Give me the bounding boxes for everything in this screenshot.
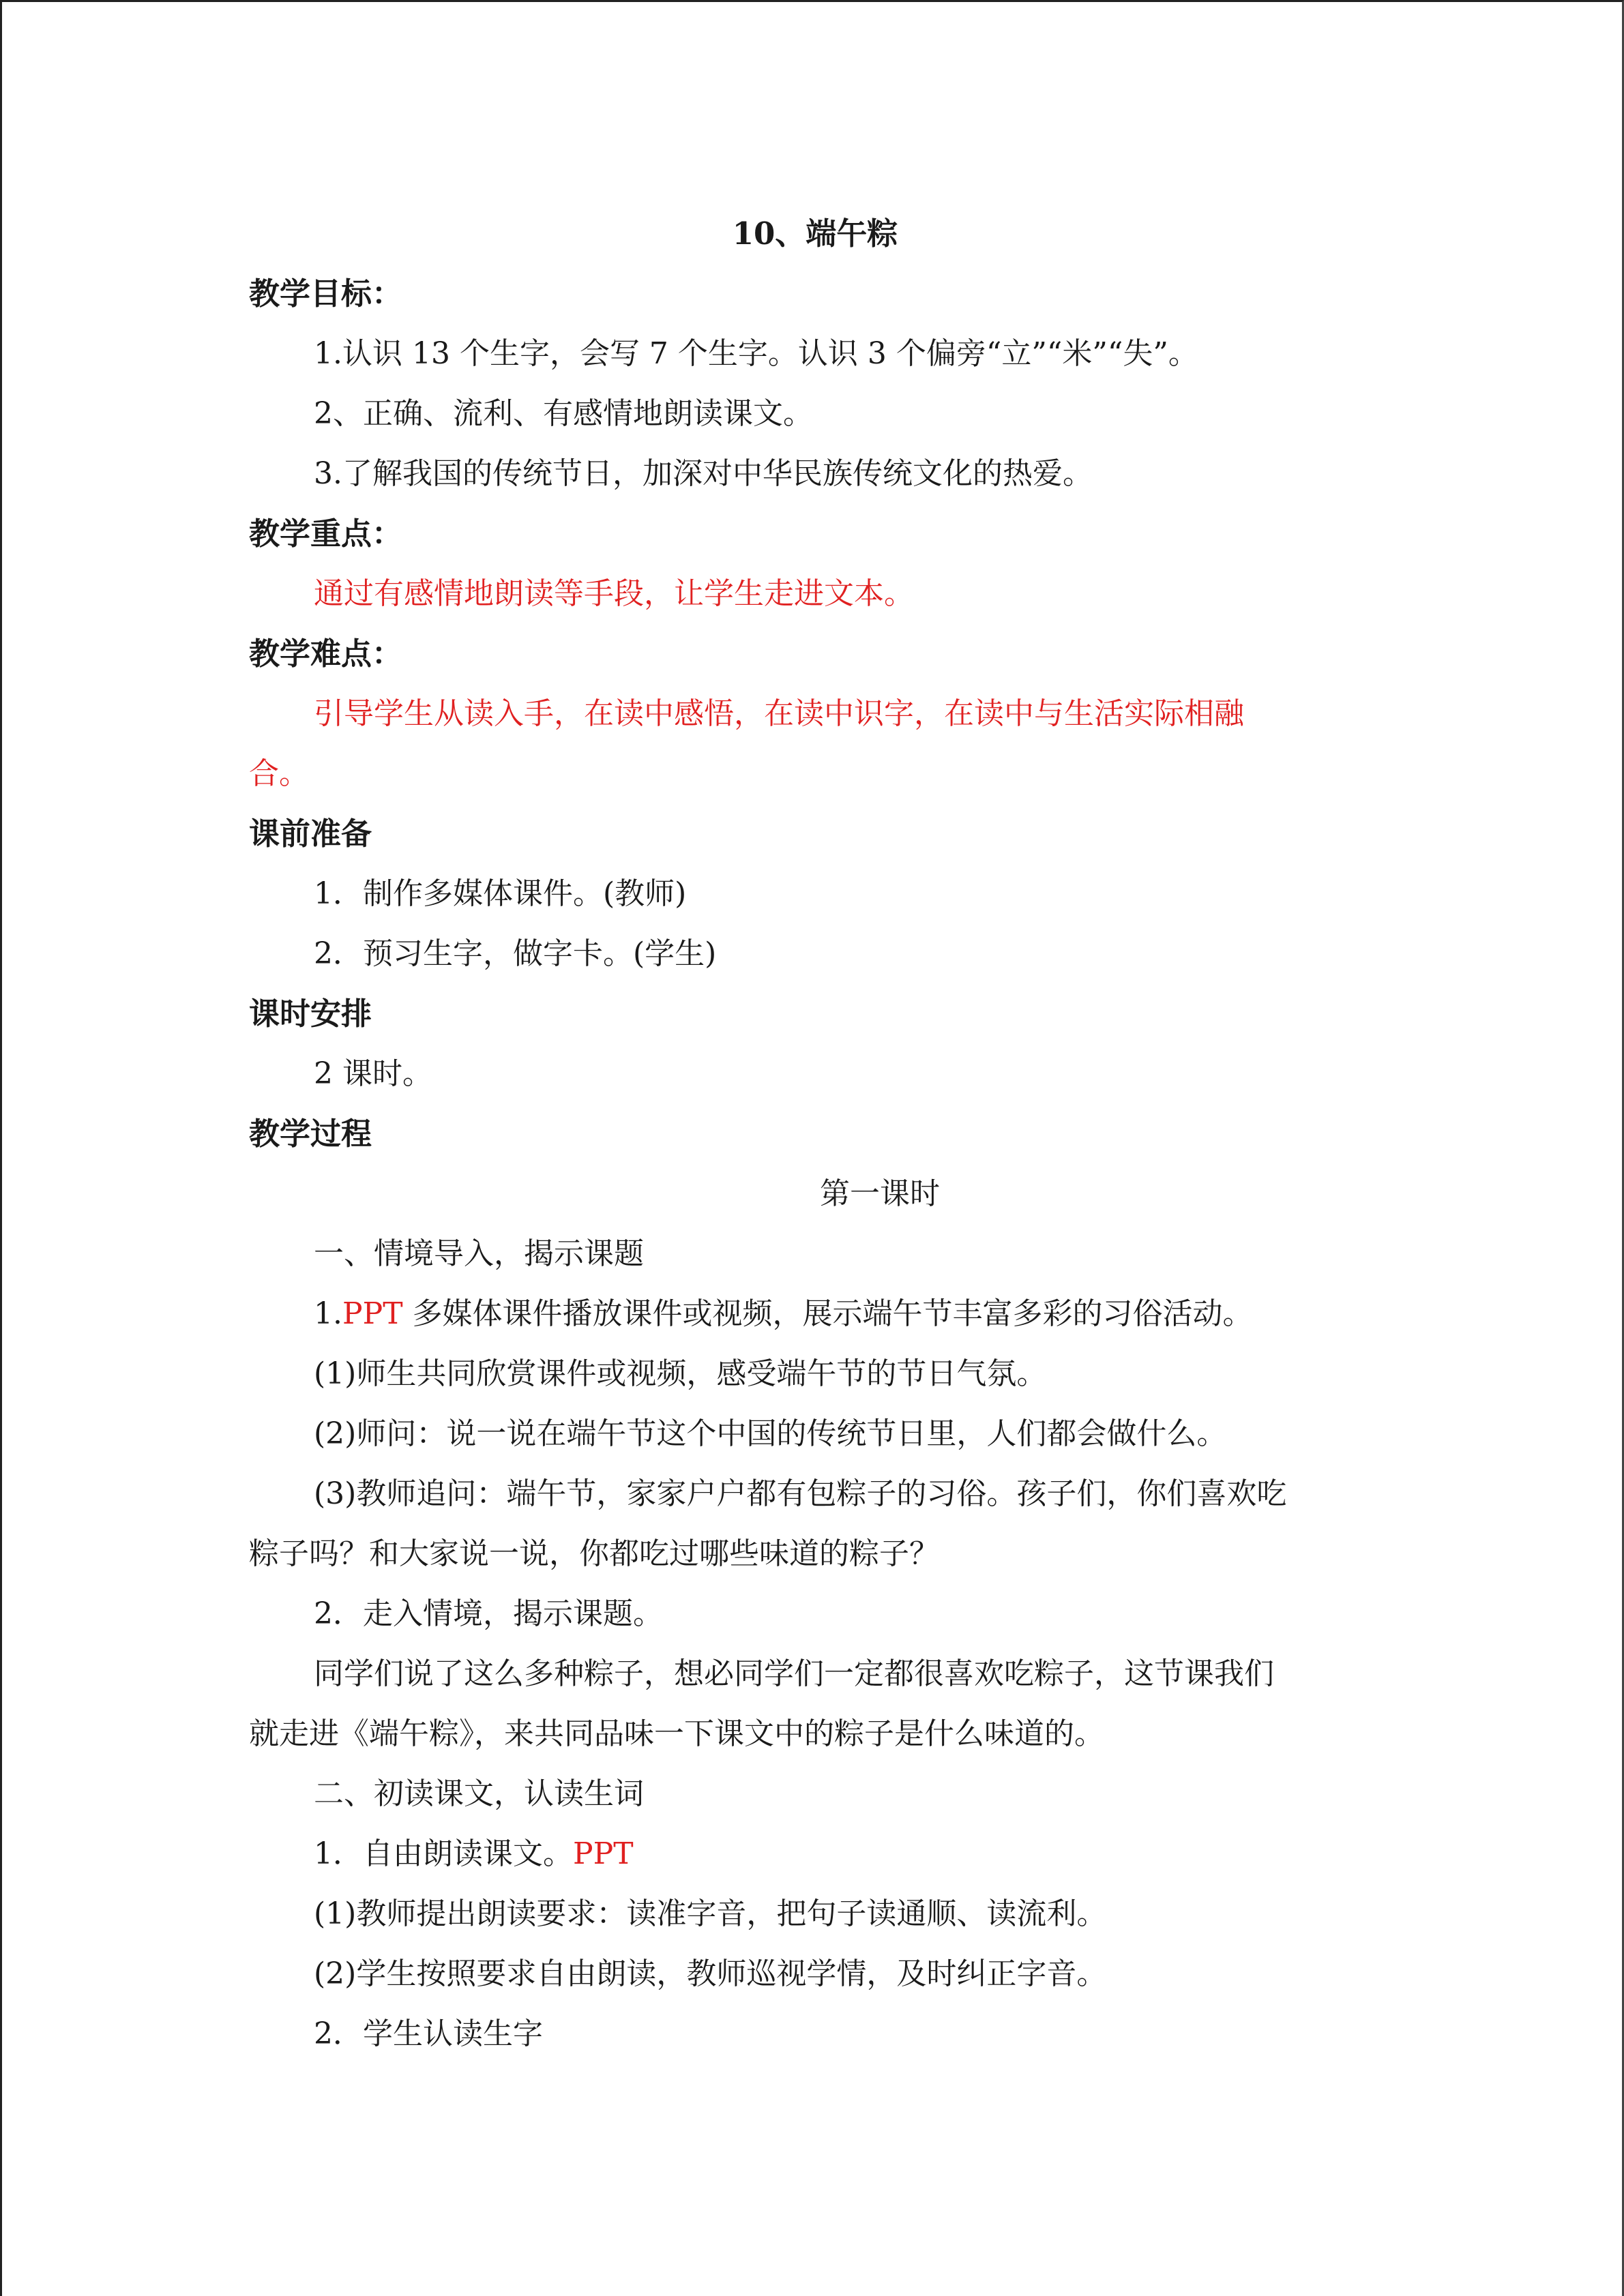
sub-item: (1)师生共同欣赏课件或视频，感受端午节的节日气氛。 — [314, 1356, 1047, 1391]
preparation-item: 1．制作多媒体课件。(教师) — [314, 876, 687, 911]
section-item — [314, 1294, 1253, 1335]
process-heading: 教学过程 — [249, 1116, 372, 1152]
section-item: 2．走入情境，揭示课题。 — [314, 1596, 663, 1631]
schedule-heading: 课时安排 — [249, 996, 372, 1032]
sub-item: (3)教师追问：端午节，家家户户都有包粽子的习俗。孩子们，你们喜欢吃 — [314, 1476, 1287, 1511]
key-points-text: 通过有感情地朗读等手段，让学生走进文本。 — [314, 576, 914, 611]
sub-item: (1)教师提出朗读要求：读准字音，把句子读通顺、读流利。 — [314, 1896, 1107, 1931]
ppt-marker: PPT — [573, 1836, 634, 1871]
sub-item: (2)师问：说一说在端午节这个中国的传统节日里，人们都会做什么。 — [314, 1416, 1227, 1451]
sub-item: (2)学生按照要求自由朗读，教师巡视学情，及时纠正字音。 — [314, 1956, 1107, 1991]
key-points-heading: 教学重点： — [249, 516, 403, 552]
section-item: 2．学生认读生字 — [314, 2016, 543, 2051]
difficulties-heading: 教学难点： — [249, 636, 403, 672]
ppt-marker: PPT — [342, 1296, 403, 1331]
paragraph: 同学们说了这么多种粽子，想必同学们一定都很喜欢吃粽子，这节课我们 — [314, 1656, 1274, 1691]
preparation-item: 2．预习生字，做字卡。(学生) — [314, 936, 717, 971]
lesson-title: 第一课时 — [820, 1176, 940, 1211]
sub-item-continued: 粽子吗？和大家说一说，你都吃过哪些味道的粽子？ — [249, 1536, 939, 1571]
section-title: 二、初读课文，认读生词 — [314, 1776, 644, 1811]
item-text: 多媒体课件播放课件或视频，展示端午节丰富多彩的习俗活动。 — [402, 1296, 1253, 1331]
objective-item: 1.认识 13 个生字，会写 7 个生字。认识 3 个偏旁“立”“米”“失”。 — [314, 336, 1198, 371]
section-item — [314, 1834, 634, 1875]
section-title: 一、情境导入，揭示课题 — [314, 1236, 644, 1271]
objectives-heading: 教学目标： — [249, 275, 403, 312]
objective-item: 2、正确、流利、有感情地朗读课文。 — [314, 396, 813, 431]
difficulties-text: 引导学生从读入手，在读中感悟，在读中识字，在读中与生活实际相融 — [314, 696, 1244, 731]
item-number: 1. — [314, 1296, 342, 1331]
document-title: 10、端午粽 — [732, 215, 898, 252]
schedule-text: 2 课时。 — [314, 1056, 432, 1091]
paragraph-continued: 就走进《端午粽》，来共同品味一下课文中的粽子是什么味道的。 — [249, 1716, 1104, 1751]
objective-item: 3.了解我国的传统节日，加深对中华民族传统文化的热爱。 — [314, 456, 1093, 491]
item-text: 1．自由朗读课文。 — [314, 1836, 573, 1871]
difficulties-text-continued: 合。 — [249, 756, 309, 791]
preparation-heading: 课前准备 — [249, 816, 372, 852]
